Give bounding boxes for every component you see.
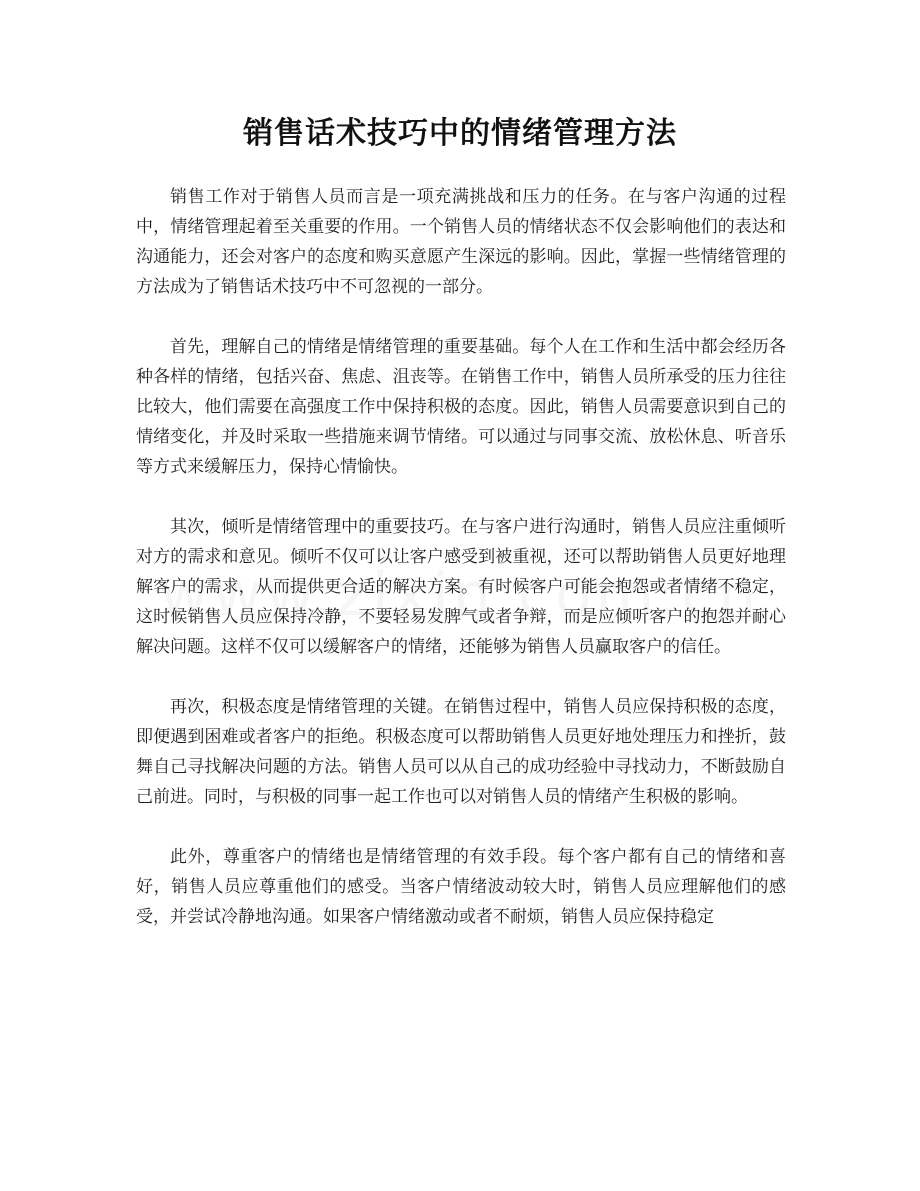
document-title: 销售话术技巧中的情绪管理方法	[243, 116, 677, 151]
paragraph-2: 首先，理解自己的情绪是情绪管理的重要基础。每个人在工作和生活中都会经历各种各样的情绪，包括兴奋、焦虑、沮丧等。在销售工作中，销售人员所承受的压力往往比较大，他们需要在高强度工作中保持积极的态度。因此，销售人员需要意识到自己的情绪变化，并及时采取一些措施来调节情绪。可以通过与同事交流、放松休息、听音乐等方式来缓解压力，保持心情愉快。	[136, 337, 786, 477]
paragraph-5: 此外，尊重客户的情绪也是情绪管理的有效手段。每个客户都有自己的情绪和喜好，销售人员应尊重他们的感受。当客户情绪波动较大时，销售人员应理解他们的感受，并尝试冷静地沟通。如果客户情绪激动或者不耐烦，销售人员应保持稳定	[136, 847, 786, 927]
paragraph-3: 其次，倾听是情绪管理中的重要技巧。在与客户进行沟通时，销售人员应注重倾听对方的需求和意见。倾听不仅可以让客户感受到被重视，还可以帮助销售人员更好地理解客户的需求，从而提供更合适的解决方案。有时候客户可能会抱怨或者情绪不稳定，这时候销售人员应保持冷静，不要轻易发脾气或者争辩，而是应倾听客户的抱怨并耐心解决问题。这样不仅可以缓解客户的情绪，还能够为销售人员赢取客户的信任。	[136, 517, 786, 657]
document-body	[136, 182, 786, 962]
paragraph-1: 销售工作对于销售人员而言是一项充满挑战和压力的任务。在与客户沟通的过程中，情绪管理起着至关重要的作用。一个销售人员的情绪状态不仅会影响他们的表达和沟通能力，还会对客户的态度和购买意愿产生深远的影响。因此，掌握一些情绪管理的方法成为了销售话术技巧中不可忽视的一部分。	[136, 187, 786, 297]
paragraph-4: 再次，积极态度是情绪管理的关键。在销售过程中，销售人员应保持积极的态度，即便遇到困难或者客户的拒绝。积极态度可以帮助销售人员更好地处理压力和挫折，鼓舞自己寻找解决问题的方法。销售人员可以从自己的成功经验中寻找动力，不断鼓励自己前进。同时，与积极的同事一起工作也可以对销售人员的情绪产生积极的影响。	[136, 697, 786, 807]
